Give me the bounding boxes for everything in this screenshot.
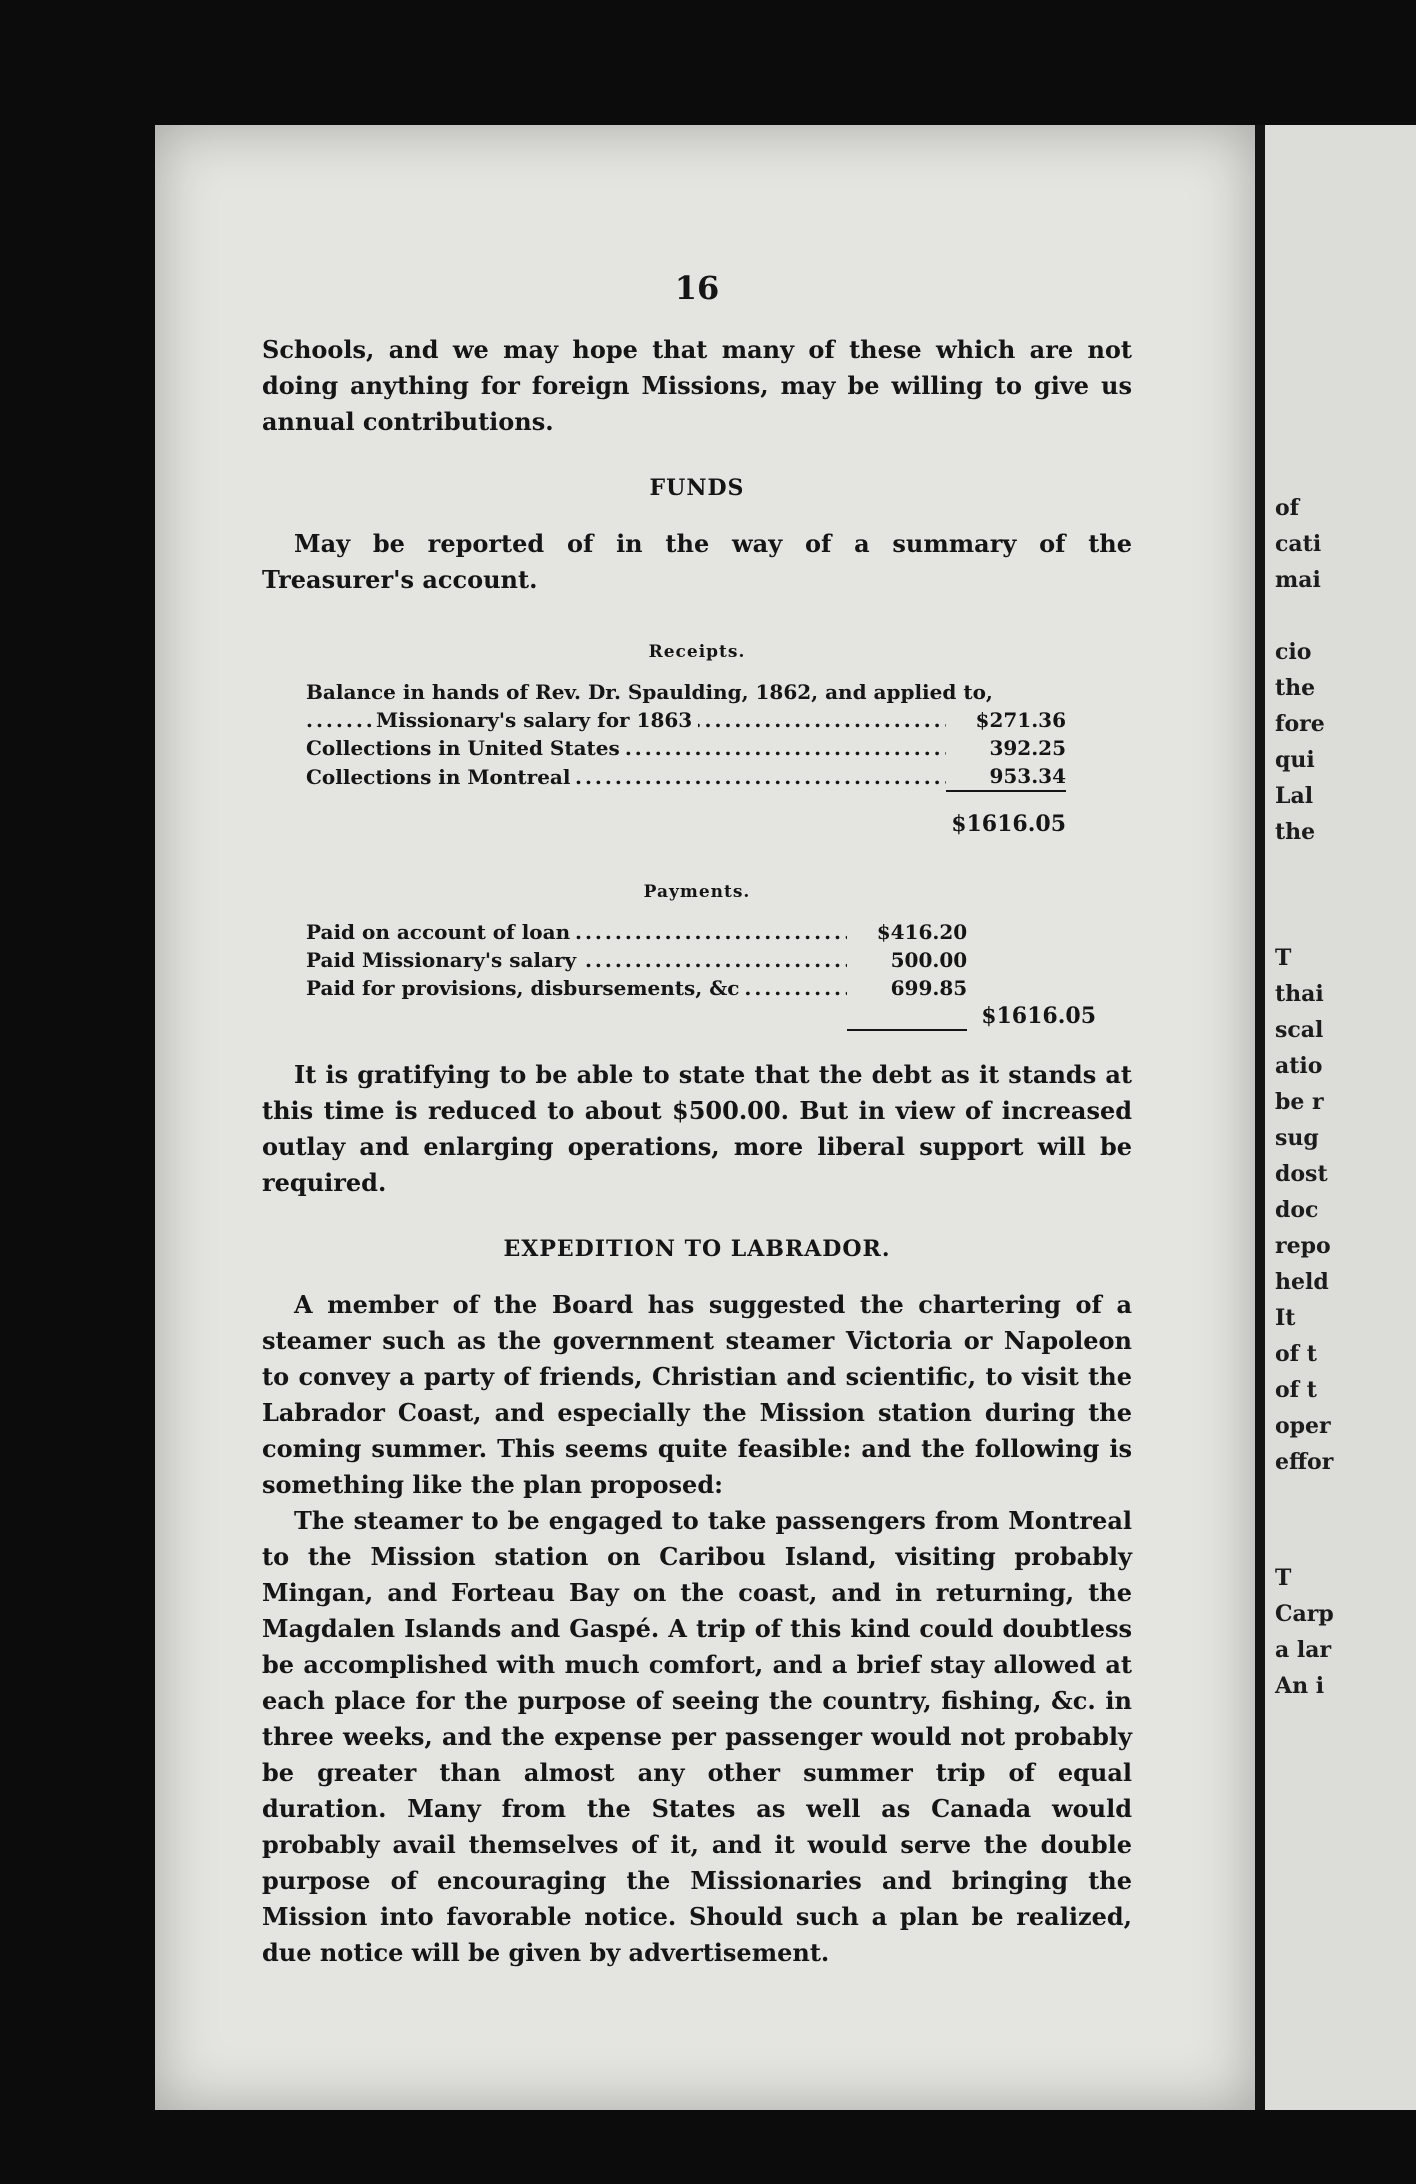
payment-desc: Paid for provisions, disbursements, &c ..... bbox=[306, 974, 847, 1002]
text-column bbox=[262, 270, 1132, 1971]
facing-fragment: qui bbox=[1275, 747, 1315, 773]
receipt-desc: Collections in Montreal ..... bbox=[306, 762, 946, 791]
expedition-paragraph: The steamer to be engaged to take passengers from Montreal to the Mission station on Caribou Island, visiting probably Mingan, and Forteau Bay on the coast, and in returning, the Magdalen Islands and Gaspé. A trip of this kind could doubtless be accomplished with much comfort, and a brief stay allowed at each place for the purpose of seeing the country, fishing, &c. in three weeks, and the expense per passenger would not probably be greater than almost any other summer trip of equal duration. Many from the States as well as Canada would probably avail themselves of it, and it would serve the double purpose of encouraging the Missionaries and bringing the Mission into favorable notice. Should such a plan be realized, due notice will be given by advertisement. bbox=[262, 1506, 1132, 1967]
table-row bbox=[306, 946, 1096, 974]
table-row bbox=[306, 706, 1066, 734]
receipt-desc: Missionary's salary for 1863 ..... bbox=[306, 706, 946, 734]
funds-heading: FUNDS bbox=[649, 475, 745, 501]
facing-fragment: doc bbox=[1275, 1197, 1319, 1223]
facing-fragment: Carp bbox=[1275, 1601, 1334, 1627]
table-row bbox=[306, 762, 1066, 791]
facing-fragment: the bbox=[1275, 819, 1316, 845]
facing-fragment: a lar bbox=[1275, 1637, 1332, 1663]
payment-amount: $416.20 bbox=[876, 920, 968, 944]
funds-intro: May be reported of in the way of a summary of the Treasurer's account. bbox=[262, 529, 1132, 594]
facing-fragment: effor bbox=[1275, 1449, 1334, 1475]
payment-amount: 500.00 bbox=[890, 948, 968, 972]
receipts-heading: Receipts. bbox=[648, 642, 746, 662]
facing-fragment: cio bbox=[1275, 639, 1312, 665]
facing-fragment: dost bbox=[1275, 1161, 1328, 1187]
payments-total: $1616.05 bbox=[981, 1003, 1096, 1029]
table-row bbox=[306, 918, 1096, 946]
table-row bbox=[306, 678, 1066, 706]
facing-fragment: T bbox=[1275, 1565, 1292, 1591]
facing-fragment: It bbox=[1275, 1305, 1296, 1331]
receipt-amount: $271.36 bbox=[975, 708, 1066, 732]
payment-desc: Paid Missionary's salary ..... bbox=[306, 946, 847, 974]
book-gutter bbox=[1255, 125, 1265, 2110]
page-number: 16 bbox=[674, 269, 720, 307]
payments-heading: Payments. bbox=[643, 882, 751, 902]
payment-desc: Paid on account of loan ..... bbox=[306, 918, 847, 946]
facing-fragment: scal bbox=[1275, 1017, 1324, 1043]
facing-fragment: repo bbox=[1275, 1233, 1331, 1259]
facing-fragment: An i bbox=[1275, 1673, 1325, 1699]
table-row bbox=[306, 1002, 1096, 1030]
facing-fragment: T bbox=[1275, 945, 1292, 971]
facing-fragment: mai bbox=[1275, 567, 1321, 593]
expedition-heading: EXPEDITION TO LABRADOR. bbox=[503, 1236, 891, 1262]
expedition-paragraph: A member of the Board has suggested the chartering of a steamer such as the government steamer Victoria or Napoleon to convey a party of friends, Christian and scientific, to visit the Labrador Coast, and especially the Mission station during the coming summer. This seems quite feasible: and the following is something like the plan proposed: bbox=[262, 1290, 1132, 1499]
receipt-desc: Balance in hands of Rev. Dr. Spaulding, 1862, and applied to, bbox=[306, 680, 993, 704]
facing-fragment: fore bbox=[1275, 711, 1325, 737]
facing-fragment: oper bbox=[1275, 1413, 1331, 1439]
receipt-amount: 953.34 bbox=[946, 762, 1066, 791]
receipts-total: $1616.05 bbox=[951, 811, 1066, 837]
receipts-table bbox=[306, 678, 1066, 838]
receipt-amount: 392.25 bbox=[989, 736, 1066, 760]
receipt-desc: Collections in United States ..... bbox=[306, 734, 946, 762]
facing-fragment: atio bbox=[1275, 1053, 1323, 1079]
intro-paragraph: Schools, and we may hope that many of these which are not doing anything for foreign Missions, may be willing to give us annual contributions. bbox=[262, 335, 1132, 436]
facing-fragment: thai bbox=[1275, 981, 1324, 1007]
facing-fragment: cati bbox=[1275, 531, 1322, 557]
facing-fragment: of t bbox=[1275, 1341, 1317, 1367]
table-row bbox=[306, 791, 1066, 838]
facing-fragment: of bbox=[1275, 495, 1300, 521]
facing-fragment: held bbox=[1275, 1269, 1329, 1295]
payments-table bbox=[306, 918, 1096, 1031]
table-row bbox=[306, 734, 1066, 762]
table-row bbox=[306, 974, 1096, 1002]
facing-fragment: of t bbox=[1275, 1377, 1317, 1403]
facing-fragment: Lal bbox=[1275, 783, 1314, 809]
facing-fragment: the bbox=[1275, 675, 1316, 701]
funds-closing: It is gratifying to be able to state that the debt as it stands at this time is reduced to about $500.00. But in view of increased outlay and enlarging operations, more liberal support will be required. bbox=[262, 1060, 1132, 1197]
facing-fragment: sug bbox=[1275, 1125, 1319, 1151]
facing-page-edge bbox=[1265, 125, 1416, 2110]
payment-amount: 699.85 bbox=[890, 976, 968, 1000]
facing-fragment: be r bbox=[1275, 1089, 1324, 1115]
